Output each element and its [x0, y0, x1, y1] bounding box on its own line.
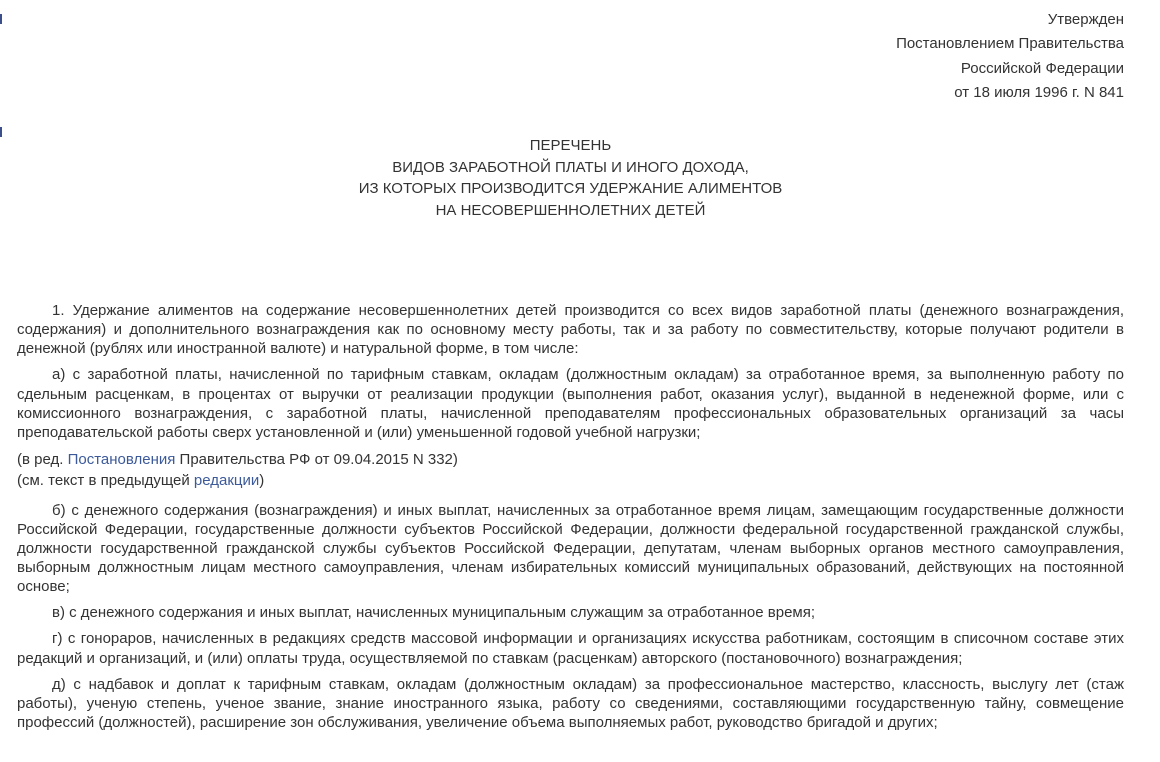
paragraph-g: г) с гонораров, начисленных в редакциях средств массовой информации и организациях искусства работникам, состоящим в списочном составе этих редакций и организаций, и (или) оплаты труда, осуществляемой по ставкам (расценкам) авторского (постановочного) вознаграждения; — [17, 630, 1124, 667]
document — [17, 8, 1124, 739]
margin-marker-top — [0, 14, 2, 24]
paragraph-a: а) с заработной платы, начисленной по тарифным ставкам, окладам (должностным окладам) за отработанное время, за выполненную работу по сдельным расценкам, в процентах от выручки от реализации продукции (выполнения работ, оказания услуг), выданной в неденежной форме, или с комиссионного вознаграждения, с заработной платы, начисленной преподавателям профессиональных образовательных организаций за часы преподавательской работы сверх установленной и (или) уменьшенной годовой учебной нагрузки; — [17, 366, 1124, 441]
edition-notes — [17, 449, 1124, 491]
edition-note — [17, 449, 1124, 470]
approval-line-2: Постановлением Правительства — [896, 35, 1124, 53]
approval-line-1: Утвержден — [1047, 11, 1124, 28]
document-title — [17, 135, 1124, 221]
paragraph-b: б) с денежного содержания (вознаграждения) и иных выплат, начисленных за отработанное время лицам, замещающим государственные должности Российской Федерации, государственные должности субъектов Российской Федерации, должности федеральной государственной гражданской службы, должности государственной гражданской службы субъектов Российской Федерации, депутатам, членам выборных органов местного самоуправления, выборным должностным лицам местного самоуправления, членам избирательных комиссий муниципальных образований, действующих на постоянной основе; — [17, 501, 1124, 596]
paragraph-1: 1. Удержание алиментов на содержание несовершеннолетних детей производится со всех видов заработной платы (денежного вознаграждения, содержания) и дополнительного вознаграждения как по основному месту работы, так и за работу по совместительству, которые получают родители в денежной (рублях или иностранной валюте) и натуральной форме, в том числе: — [17, 302, 1124, 358]
title-line-3: ИЗ КОТОРЫХ ПРОИЗВОДИТСЯ УДЕРЖАНИЕ АЛИМЕНТОВ — [358, 180, 783, 198]
title-line-4: НА НЕСОВЕРШЕННОЛЕТНИХ ДЕТЕЙ — [435, 201, 706, 219]
edition-note-prefix: (в ред. — [17, 450, 68, 468]
paragraph-d: д) с надбавок и доплат к тарифным ставкам, окладам (должностным окладам) за профессиональное мастерство, классность, выслугу лет (стаж работы), ученую степень, ученое звание, знание иностранного языка, работу со сведениями, составляющими государственную тайну, совмещение профессий (должностей), расширение зон обслуживания, увеличение объема выполняемых работ, руководство бригадой и других; — [17, 675, 1124, 731]
approval-block — [17, 8, 1124, 105]
title-line-2: ВИДОВ ЗАРАБОТНОЙ ПЛАТЫ И ИНОГО ДОХОДА, — [392, 158, 749, 176]
previous-edition-note — [17, 470, 1124, 491]
approval-line-4: от 18 июля 1996 г. N 841 — [954, 83, 1124, 101]
edition-note-suffix: Правительства РФ от 09.04.2015 N 332) — [175, 450, 458, 468]
title-line-1: ПЕРЕЧЕНЬ — [529, 137, 612, 155]
margin-marker-title — [0, 127, 2, 137]
document-body — [17, 301, 1124, 732]
approval-line-3: Российской Федерации — [960, 59, 1124, 77]
previous-edition-link[interactable]: редакции — [193, 471, 260, 489]
previous-note-prefix: (см. текст в предыдущей — [17, 471, 194, 489]
previous-note-suffix: ) — [259, 471, 265, 489]
paragraph-v: в) с денежного содержания и иных выплат, начисленных муниципальным служащим за отработанное время; — [52, 604, 816, 622]
resolution-link[interactable]: Постановления — [67, 450, 176, 468]
